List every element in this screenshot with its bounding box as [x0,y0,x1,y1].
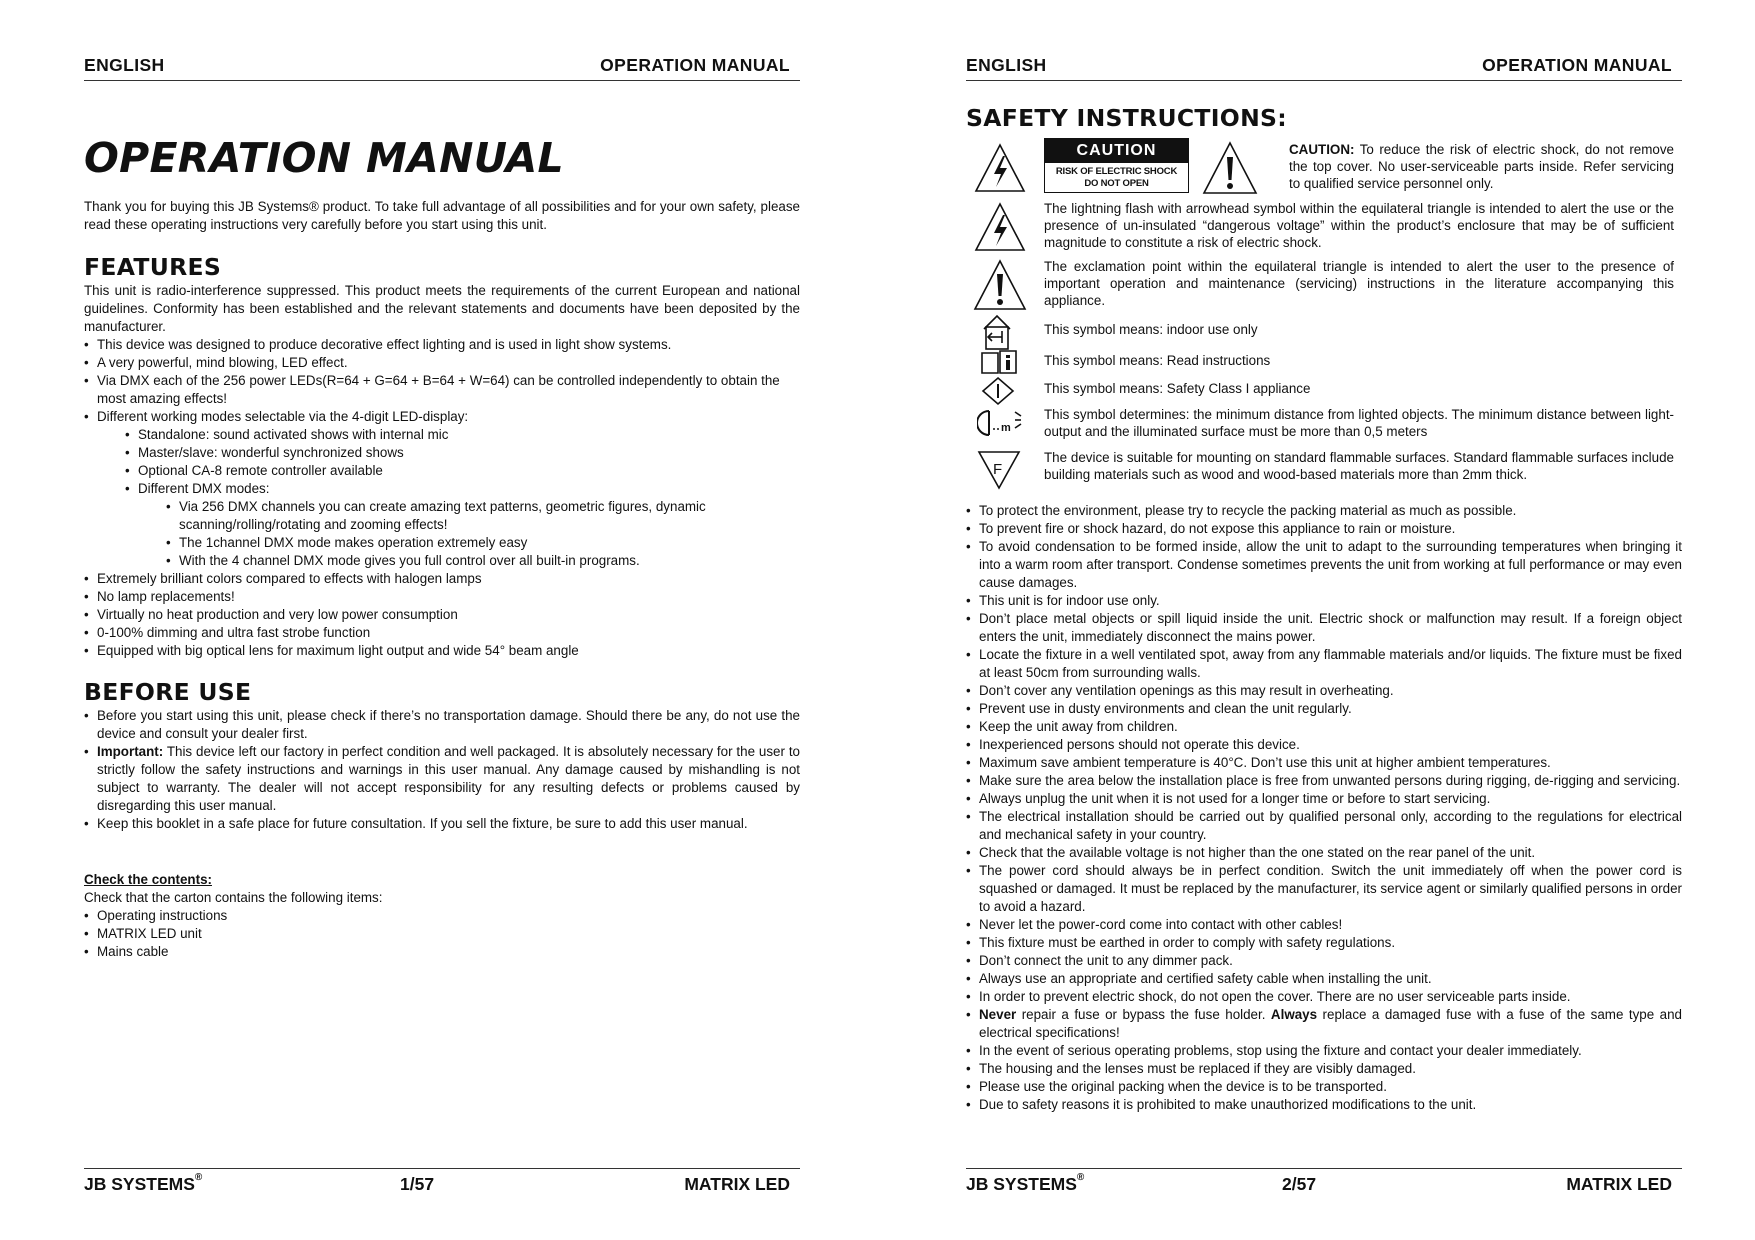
list-item: • No lamp replacements! [84,588,800,606]
symbol-exclamation-text: The exclamation point within the equilateral triangle is intended to alert the user to the presence of important operation and maintenance (servicing) instructions in the literature accompanying this appliance. [1044,259,1674,308]
list-item-text: repair a fuse or bypass the fuse holder. [1016,1007,1271,1022]
lightning-warning-icon [974,201,1026,258]
list-item: • To prevent fire or shock hazard, do not expose this appliance to rain or moisture. [966,520,1682,538]
list-item: • A very powerful, mind blowing, LED effect. [84,354,800,372]
list-item: • In the event of serious operating problems, stop using the fixture and contact your dealer immediately. [966,1042,1682,1060]
footer-brand [966,1174,1084,1195]
caution-label-box [1044,138,1189,193]
before-use-section [84,677,800,833]
caution-line-2: DO NOT OPEN [1084,178,1149,189]
list-item: • Inexperienced persons should not operate this device. [966,736,1682,754]
list-item: • To avoid condensation to be formed inside, allow the unit to adapt to the surrounding temperatures when bringing it into a warm room after transport. Condense sometimes prevents the unit from working at full performance or may even cause damages. [966,538,1682,592]
list-item: • Never let the power-cord come into contact with other cables! [966,916,1682,934]
distance-icon-label: m [1001,422,1011,434]
page-number: 1/57 [400,1174,435,1194]
list-item: • Always unplug the unit when it is not used for a longer time or before to start servicing. [966,790,1682,808]
list-item: • This fixture must be earthed in order to comply with safety regulations. [966,934,1682,952]
page-right [966,0,1682,1240]
list-item: • Don’t connect the unit to any dimmer pack. [966,952,1682,970]
contents-list [84,907,800,961]
symbol-read-text: This symbol means: Read instructions [1044,353,1271,368]
list-item: • Maximum save ambient temperature is 40°C. Don’t use this unit at higher ambient temperatures. [966,754,1682,772]
list-item: • This device was designed to produce decorative effect lighting and is used in light show systems. [84,336,800,354]
page-header [84,55,800,81]
list-item: • Via DMX each of the 256 power LEDs(R=64 + G=64 + B=64 + W=64) can be controlled independently to obtain the most amazing effects! [84,372,800,408]
caution-text-label: CAUTION: [1289,142,1355,157]
list-item: • The electrical installation should be carried out by qualified personal only, according to the regulations for electrical and mechanical safety in your country. [966,808,1682,844]
list-item: • Don’t cover any ventilation openings as this may result in overheating. [966,682,1682,700]
page-header [966,55,1682,81]
intro-paragraph: Thank you for buying this JB Systems® product. To take full advantage of all possibilities and for your own safety, please read these operating instructions very carefully before you start using this unit. [84,199,800,232]
list-item: • Prevent use in dusty environments and clean the unit regularly. [966,700,1682,718]
list-item [84,408,800,570]
footer-model: MATRIX LED [1566,1174,1672,1194]
list-item: • Operating instructions [84,907,800,925]
list-item: • Virtually no heat production and very low power consumption [84,606,800,624]
before-use-list [84,707,800,833]
caution-line-1: RISK OF ELECTRIC SHOCK [1055,166,1178,177]
features-heading: FEATURES [84,253,222,281]
safety-list [966,502,1682,1114]
footer-brand [84,1174,202,1195]
list-item: • Before you start using this unit, please check if there’s no transportation damage. Should there be any, do not use the device and consult your dealer first. [84,707,800,743]
list-item: • Don’t place metal objects or spill liquid inside the unit. Electric shock or malfunction may result. If a foreign object enters the unit, immediately disconnect the mains power. [966,610,1682,646]
symbol-indoor-text: This symbol means: indoor use only [1044,322,1258,337]
caution-text [1289,141,1674,192]
safety-heading: SAFETY INSTRUCTIONS: [966,104,1287,132]
registered-mark: ® [194,1172,203,1184]
page-left [84,0,800,1240]
list-item-text: Different working modes selectable via the 4-digit LED-display: [97,409,469,424]
never-label: Never [979,1007,1017,1022]
modes-list [125,426,800,570]
exclamation-warning-icon [1202,140,1258,201]
list-item: • To protect the environment, please try to recycle the packing material as much as possible. [966,502,1682,520]
header-title: OPERATION MANUAL [600,55,790,75]
caution-label: CAUTION [1045,139,1188,163]
list-item: • Master/slave: wonderful synchronized shows [125,444,800,462]
features-paragraph: This unit is radio-interference suppressed. This product meets the requirements of the current European and national guidelines. Conformity has been established and the relevant statements and documents have been deposited by the manufacturer. [84,283,800,334]
list-item: • Extremely brilliant colors compared to effects with halogen lamps [84,570,800,588]
list-item: • MATRIX LED unit [84,925,800,943]
list-item: • Please use the original packing when the device is to be transported. [966,1078,1682,1096]
symbol-safety-class-text: This symbol means: Safety Class I appliance [1044,381,1311,396]
header-language: ENGLISH [84,55,165,75]
check-contents-intro: Check that the carton contains the following items: [84,890,383,905]
header-language: ENGLISH [966,55,1047,75]
list-item: • Via 256 DMX channels you can create amazing text patterns, geometric figures, dynamic scanning/rolling/rotating and zooming effects! [166,498,800,534]
list-item: • Optional CA-8 remote controller available [125,462,800,480]
page-number: 2/57 [1282,1174,1317,1194]
list-item: • Keep the unit away from children. [966,718,1682,736]
list-item: • Due to safety reasons it is prohibited to make unauthorized modifications to the unit. [966,1096,1682,1114]
list-item: • Make sure the area below the installation place is free from unwanted persons during rigging, de-rigging and servicing. [966,772,1682,790]
caution-text-body: To reduce the risk of electric shock, do not remove the top cover. No user-serviceable parts inside. Refer servicing to qualified service personnel only. [1289,142,1674,191]
footer-brand-text: JB SYSTEMS [84,1174,195,1194]
list-item-text: replace a damaged fuse with a fuse of the same type and electrical specifications! [979,1007,1682,1040]
features-list [84,336,800,660]
page-footer [966,1168,1682,1194]
list-item: • The power cord should always be in perfect condition. Switch the unit immediately off when the power cord is squashed or damaged. It must be replaced by the manufacturer, its service agent or similarly qualified persons in order to avoid a hazard. [966,862,1682,916]
list-item: • Standalone: sound activated shows with internal mic [125,426,800,444]
lightning-warning-icon [974,142,1026,199]
list-item: • In order to prevent electric shock, do not open the cover. There are no user serviceable parts inside. [966,988,1682,1006]
list-item: • The housing and the lenses must be replaced if they are visibly damaged. [966,1060,1682,1078]
list-item: • The 1channel DMX mode makes operation extremely easy [166,534,800,552]
main-title: OPERATION MANUAL [84,134,564,182]
minimum-distance-icon [977,407,1023,444]
registered-mark: ® [1076,1172,1085,1184]
caution-sub [1045,163,1188,190]
list-item: • Mains cable [84,943,800,961]
footer-model: MATRIX LED [684,1174,790,1194]
features-section [84,252,800,660]
list-item: • Always use an appropriate and certified safety cable when installing the unit. [966,970,1682,988]
safety-class-icon [981,376,1015,411]
list-item: • Locate the fixture in a well ventilated spot, away from any flammable materials and/or liquids. The fixture must be fixed at least 50cm from surrounding walls. [966,646,1682,682]
exclamation-warning-icon [973,258,1027,317]
check-contents-section [84,871,800,961]
list-item: • 0-100% dimming and ultra fast strobe function [84,624,800,642]
list-item: • Keep this booklet in a safe place for future consultation. If you sell the fixture, be sure to add this user manual. [84,815,800,833]
list-item: • Equipped with big optical lens for maximum light output and wide 54° beam angle [84,642,800,660]
symbol-lightning-text: The lightning flash with arrowhead symbol within the equilateral triangle is intended to alert the use or the presence of un-insulated “dangerous voltage” within the product’s enclosure that may be of sufficient magnitude to constitute a risk of electric shock. [1044,201,1674,250]
check-contents-heading: Check the contents: [84,872,212,887]
list-item: • With the 4 channel DMX mode gives you full control over all built-in programs. [166,552,800,570]
flammable-icon-label: F [993,461,1003,478]
list-item [966,1006,1682,1042]
list-item: • Check that the available voltage is not higher than the one stated on the rear panel of the unit. [966,844,1682,862]
always-label: Always [1270,1007,1318,1022]
footer-brand-text: JB SYSTEMS [966,1174,1077,1194]
symbol-distance-text: This symbol determines: the minimum distance from lighted objects. The minimum distance between light-output and the illuminated surface must be more than 0,5 meters [1044,407,1674,439]
symbol-flammable-text: The device is suitable for mounting on standard flammable surfaces. Standard flammable surfaces include building materials such as wood and wood-based materials more than 2mm thick. [1044,450,1674,482]
list-item [125,480,800,570]
dmx-modes-list [166,498,800,570]
list-item: • This unit is for indoor use only. [966,592,1682,610]
list-item-text: This device left our factory in perfect condition and well packaged. It is absolutely necessary for the user to strictly follow the safety instructions and warnings in this user manual. Any damage caused by mishandling is not subject to warranty. The dealer will not accept responsibility for any resulting defects or problems caused by disregarding this user manual. [97,744,800,813]
important-label: Important: [97,744,164,759]
page-footer [84,1168,800,1194]
flammable-surface-icon [977,450,1021,495]
header-title: OPERATION MANUAL [1482,55,1672,75]
before-use-heading: BEFORE USE [84,678,252,706]
list-item [84,743,800,815]
list-item-text: Different DMX modes: [138,481,270,496]
